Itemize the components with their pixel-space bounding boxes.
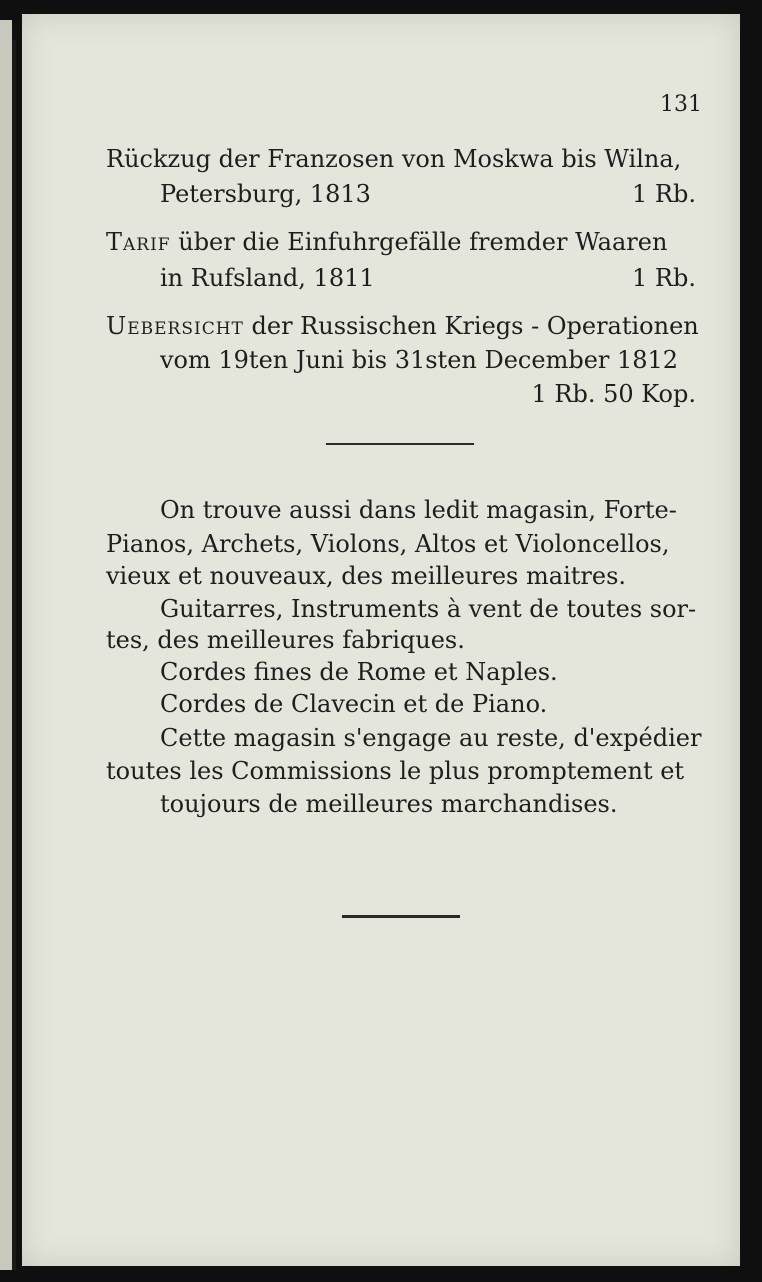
notice-line-6: Cordes fines de Rome et Naples.: [160, 658, 558, 686]
book-spine: [12, 40, 16, 1270]
entry-2-title: [106, 228, 667, 256]
entry-3-price: 1 Rb. 50 Kop.: [531, 380, 696, 408]
notice-line-5: tes, des meilleures fabriques.: [106, 626, 465, 654]
entry-3-lead-word: Uebersicht: [106, 312, 244, 340]
notice-line-8: Cette magasin s'engage au reste, d'expédier: [160, 724, 702, 752]
entry-2-title-text: über die Einfuhrgefälle fremder Waaren: [170, 228, 668, 256]
entry-3-title-text: der Russischen Kriegs - Operationen: [243, 312, 699, 340]
section-divider: [326, 443, 474, 445]
notice-line-4: Guitarres, Instruments à vent de toutes sor-: [160, 595, 697, 623]
adjacent-page-edge: [0, 20, 12, 1270]
end-ornament-rule: [342, 915, 460, 918]
entry-2-price: 1 Rb.: [632, 264, 696, 292]
notice-line-1: On trouve aussi dans ledit magasin, Forte-: [160, 496, 677, 524]
entry-1-title: [106, 145, 681, 173]
entry-1-title-text: Rückzug der Franzosen von Moskwa bis Wilna,: [106, 145, 682, 173]
entry-3-title: [106, 312, 699, 340]
entry-2-imprint: in Rufsland, 1811: [160, 264, 375, 292]
entry-1-price: 1 Rb.: [632, 180, 696, 208]
page-number: 131: [660, 92, 702, 117]
entry-2-lead-word: Tarif: [106, 228, 171, 256]
notice-line-7: Cordes de Clavecin et de Piano.: [160, 690, 548, 718]
notice-line-3: vieux et nouveaux, des meilleures maitres.: [106, 562, 627, 590]
notice-line-10: toujours de meilleures marchandises.: [160, 790, 618, 818]
notice-line-2: Pianos, Archets, Violons, Altos et Violoncellos,: [106, 530, 670, 558]
entry-1-imprint: Petersburg, 1813: [160, 180, 371, 208]
entry-3-date-range: vom 19ten Juni bis 31sten December 1812: [160, 346, 679, 374]
notice-line-9: toutes les Commissions le plus promptement et: [106, 757, 685, 785]
